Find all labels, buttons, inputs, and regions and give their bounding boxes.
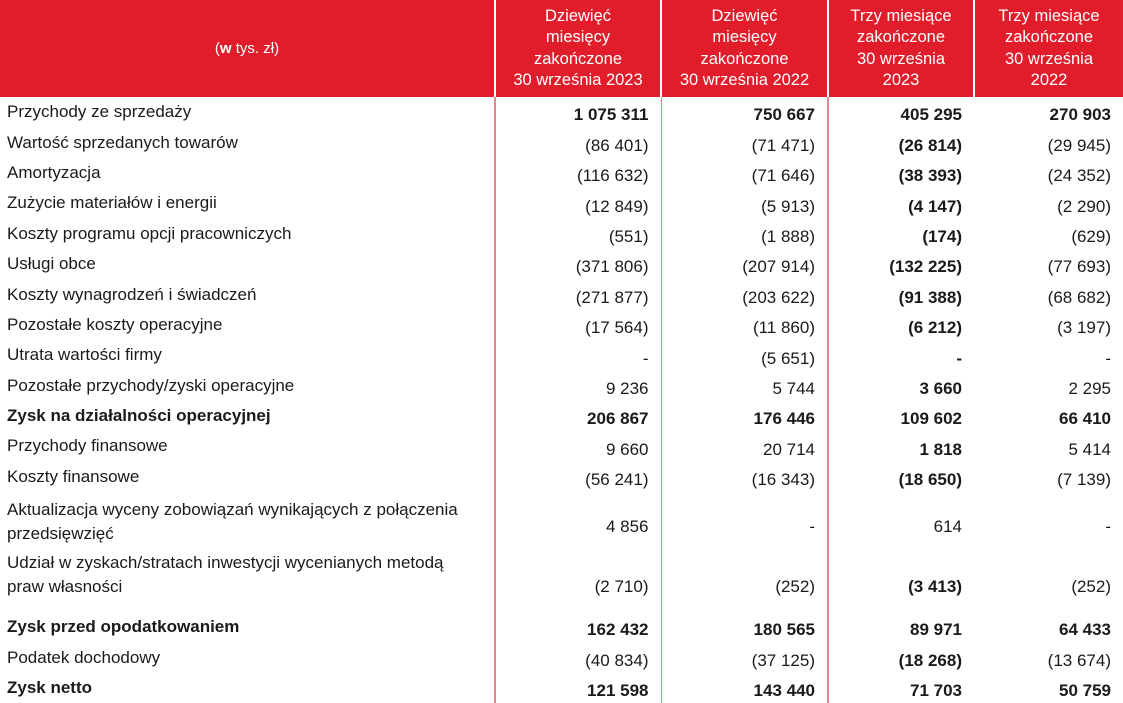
row-label: Zużycie materiałów i energii <box>7 193 217 213</box>
cell-value: (37 125) <box>661 642 828 672</box>
cell-value: (86 401) <box>495 127 661 157</box>
row-label: Przychody finansowe <box>7 436 168 456</box>
cell-value: (252) <box>661 551 828 612</box>
row-label: Usługi obce <box>7 254 96 274</box>
table-row <box>0 431 1123 461</box>
cell-value: (271 877) <box>495 279 661 309</box>
cell-value: - <box>1105 516 1111 536</box>
cell-value: (18 268) <box>898 650 962 670</box>
cell-value: (3 197) <box>1057 318 1111 338</box>
table-row <box>0 158 1123 188</box>
unit-header: (w tys. zł) <box>0 0 495 97</box>
cell-value: (38 393) <box>898 166 962 186</box>
table-row <box>0 492 1123 551</box>
table-row <box>0 371 1123 401</box>
cell-value: (12 849) <box>495 188 661 218</box>
row-label: Udział w zyskach/stratach inwestycji wycenianych metodą praw własności <box>7 553 444 597</box>
table-row <box>0 97 1123 127</box>
cell-value: 5 744 <box>661 371 828 401</box>
table-row <box>0 188 1123 218</box>
cell-value: 1 818 <box>919 439 962 459</box>
cell-value: 1 075 311 <box>495 97 661 127</box>
cell-value: 270 903 <box>1049 105 1111 125</box>
cell-value: 4 856 <box>495 492 661 551</box>
cell-value: (40 834) <box>495 642 661 672</box>
cell-value: - <box>1105 348 1111 368</box>
cell-value: 50 759 <box>1059 681 1111 701</box>
cell-value: (91 388) <box>898 287 962 307</box>
cell-value: (1 888) <box>661 219 828 249</box>
cell-value: 750 667 <box>661 97 828 127</box>
cell-value: 405 295 <box>900 105 962 125</box>
cell-value: (5 651) <box>661 340 828 370</box>
row-label: Koszty programu opcji pracowniczych <box>7 223 292 243</box>
cell-value: 614 <box>933 516 962 536</box>
cell-value: (2 710) <box>495 551 661 612</box>
cell-value: (17 564) <box>495 310 661 340</box>
cell-value: (71 646) <box>661 158 828 188</box>
cell-value: 109 602 <box>900 409 962 429</box>
cell-value: (6 212) <box>908 318 962 338</box>
cell-value: (71 471) <box>661 127 828 157</box>
row-label: Przychody ze sprzedaży <box>7 102 192 122</box>
cell-value: 9 236 <box>495 371 661 401</box>
table-row <box>0 462 1123 492</box>
unit-header-bold: w <box>219 39 232 57</box>
row-label: Pozostałe koszty operacyjne <box>7 314 223 334</box>
cell-value: - <box>495 340 661 370</box>
row-label: Aktualizacja wyceny zobowiązań wynikających z połączenia przedsięwzięć <box>7 499 458 543</box>
cell-value: 121 598 <box>495 673 661 703</box>
cell-value: 143 440 <box>661 673 828 703</box>
column-header-nine-months-2023: Dziewięć miesięcy zakończone 30 września 2023 <box>495 0 661 97</box>
row-label: Pozostałe przychody/zyski operacyjne <box>7 375 295 395</box>
cell-value: (551) <box>495 219 661 249</box>
table-row-total <box>0 673 1123 703</box>
cell-value: (11 860) <box>661 310 828 340</box>
table-row-subtotal <box>0 401 1123 431</box>
cell-value: (132 225) <box>889 257 962 277</box>
cell-value: 9 660 <box>495 431 661 461</box>
row-label: Zysk na działalności operacyjnej <box>7 406 271 426</box>
cell-value: (7 139) <box>1057 470 1111 490</box>
column-header-three-months-2022: Trzy miesiące zakończone 30 września 2022 <box>974 0 1123 97</box>
cell-value: 2 295 <box>1068 378 1111 398</box>
cell-value: (26 814) <box>898 135 962 155</box>
cell-value: 71 703 <box>910 681 962 701</box>
cell-value: 206 867 <box>495 401 661 431</box>
cell-value: (371 806) <box>495 249 661 279</box>
cell-value: - <box>661 492 828 551</box>
cell-value: (56 241) <box>495 462 661 492</box>
cell-value: (13 674) <box>1047 650 1111 670</box>
cell-value: 20 714 <box>661 431 828 461</box>
cell-value: - <box>956 348 962 368</box>
cell-value: (68 682) <box>1047 287 1111 307</box>
table-row <box>0 249 1123 279</box>
cell-value: 162 432 <box>495 612 661 642</box>
row-label: Wartość sprzedanych towarów <box>7 132 238 152</box>
row-label: Koszty finansowe <box>7 466 140 486</box>
cell-value: (18 650) <box>898 470 962 490</box>
cell-value: (4 147) <box>908 196 962 216</box>
table-row <box>0 642 1123 672</box>
cell-value: (16 343) <box>661 462 828 492</box>
row-label: Zysk przed opodatkowaniem <box>7 617 240 637</box>
table-row-subtotal <box>0 612 1123 642</box>
cell-value: (174) <box>922 226 962 246</box>
cell-value: 176 446 <box>661 401 828 431</box>
cell-value: (252) <box>1071 576 1111 596</box>
cell-value: 5 414 <box>1068 439 1111 459</box>
cell-value: (2 290) <box>1057 196 1111 216</box>
table-row <box>0 310 1123 340</box>
cell-value: (5 913) <box>661 188 828 218</box>
column-header-nine-months-2022: Dziewięć miesięcy zakończone 30 września 2022 <box>661 0 828 97</box>
cell-value: (203 622) <box>661 279 828 309</box>
table-row <box>0 219 1123 249</box>
row-label: Zysk netto <box>7 678 93 698</box>
cell-value: 3 660 <box>919 378 962 398</box>
cell-value: (24 352) <box>1047 166 1111 186</box>
cell-value: (3 413) <box>908 576 962 596</box>
cell-value: 64 433 <box>1059 620 1111 640</box>
table-row <box>0 279 1123 309</box>
cell-value: 89 971 <box>910 620 962 640</box>
cell-value: 66 410 <box>1059 409 1111 429</box>
cell-value: (629) <box>1071 226 1111 246</box>
row-label: Podatek dochodowy <box>7 647 161 667</box>
header-row <box>0 0 1123 97</box>
row-label: Koszty wynagrodzeń i świadczeń <box>7 284 257 304</box>
row-label: Amortyzacja <box>7 162 101 182</box>
cell-value: (116 632) <box>495 158 661 188</box>
column-header-three-months-2023: Trzy miesiące zakończone 30 września 2023 <box>828 0 974 97</box>
cell-value: (207 914) <box>661 249 828 279</box>
row-label: Utrata wartości firmy <box>7 345 162 365</box>
cell-value: 180 565 <box>661 612 828 642</box>
table-row <box>0 551 1123 612</box>
cell-value: (29 945) <box>1047 135 1111 155</box>
table-row <box>0 127 1123 157</box>
table-row <box>0 340 1123 370</box>
cell-value: (77 693) <box>1047 257 1111 277</box>
